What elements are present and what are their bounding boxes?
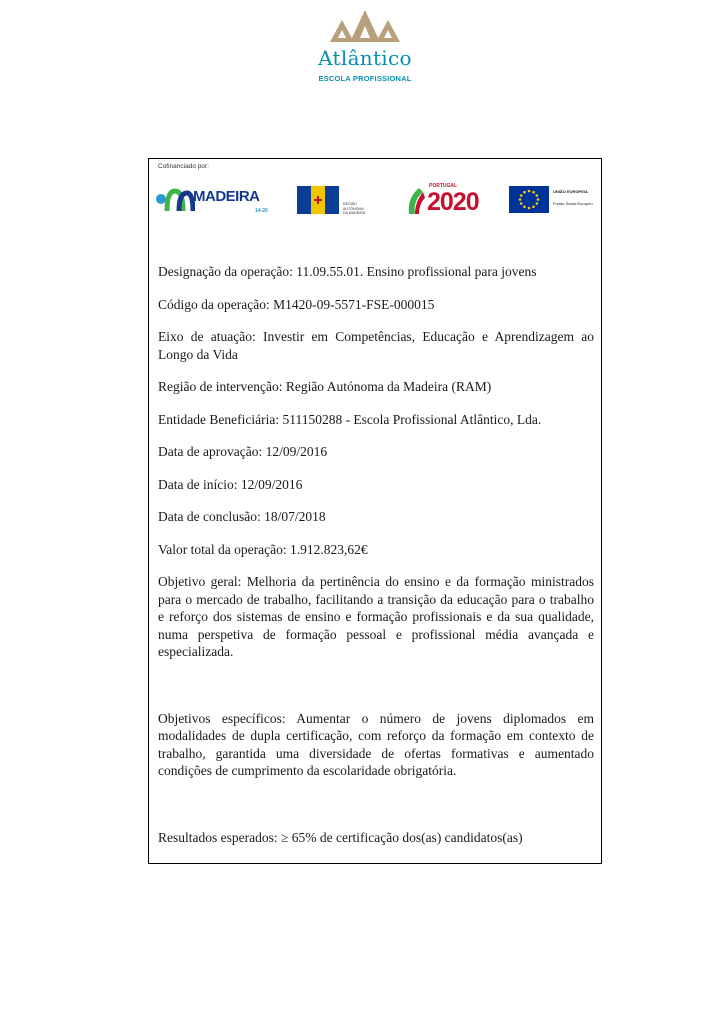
sponsor-logos — [155, 181, 595, 221]
madeira-subtitle: 14-20 — [255, 208, 268, 214]
eu-title: UNIÃO EUROPEIA — [553, 189, 588, 194]
logo-subtitle: ESCOLA PROFISSIONAL — [318, 74, 412, 83]
eu-flag-icon — [509, 186, 549, 213]
portugal-ribbon-icon — [405, 184, 427, 218]
objetivo-geral-text: Objetivo geral: Melhoria da pertinência do ensino e da formação ministrados para o mercado de trabalho, facilitando a transição da educação para o trabalho e reforço dos sistemas de ensino e formação profissionais e da sua qualidade, numa perspetiva de formação pessoal e profissional média avançada e especializada. — [158, 574, 594, 659]
data-inicio-text: Data de início: 12/09/2016 — [158, 476, 303, 492]
operation-details — [158, 263, 594, 846]
portugal-2020-logo — [405, 181, 495, 221]
eu-logo — [509, 181, 599, 221]
madeira-swirl-icon — [155, 185, 195, 215]
ram-line1: REGIÃO AUTÓNOMA — [343, 202, 364, 211]
objetivos-especificos-text: Objetivos específicos: Aumentar o número de jovens diplomados em modalidades de dupla certificação, com reforço da formação em contexto de trabalho, garantida uma diversidade de ofertas formativas e aumentado condições de cumprimento da escolaridade obrigatória. — [158, 710, 594, 778]
resultados-text: Resultados esperados: ≥ 65% de certificação dos(as) candidatos(as) — [158, 829, 523, 845]
eu-subtitle: Fundo Social Europeu — [553, 201, 593, 206]
cofinanced-label: Cofinanciado por: — [158, 163, 209, 170]
logo-name: Atlântico — [318, 46, 412, 70]
data-conclusao-text: Data de conclusão: 18/07/2018 — [158, 509, 326, 524]
portugal-word: PORTUGAL — [429, 183, 458, 189]
entidade-text: Entidade Beneficiária: 511150288 - Escola Profissional Atlântico, Lda. — [158, 411, 542, 427]
regiao-text: Região de intervenção: Região Autónoma da Madeira (RAM) — [158, 379, 492, 394]
madeira-flag-icon — [297, 186, 339, 214]
designacao-text: Designação da operação: 11.09.55.01. Ensino profissional para jovens — [158, 264, 537, 279]
atlantico-logo — [300, 8, 430, 83]
portugal-year: 2020 — [427, 188, 479, 216]
eixo-text: Eixo de atuação: Investir em Competências, Educação e Aprendizagem ao Longo da Vida — [158, 329, 594, 362]
ram-line2: DA MADEIRA — [343, 211, 366, 215]
operation-info-box — [148, 158, 602, 864]
ram-logo — [297, 181, 377, 221]
valor-total-text: Valor total da operação: 1.912.823,62€ — [158, 541, 368, 557]
data-aprovacao-text: Data de aprovação: 12/09/2016 — [158, 444, 328, 459]
madeira-name: MADEIRA — [193, 188, 260, 205]
madeira-1420-logo — [155, 181, 281, 221]
mountain-triangles-icon — [330, 8, 400, 44]
codigo-text: Código da operação: M1420-09-5571-FSE-000015 — [158, 296, 435, 312]
